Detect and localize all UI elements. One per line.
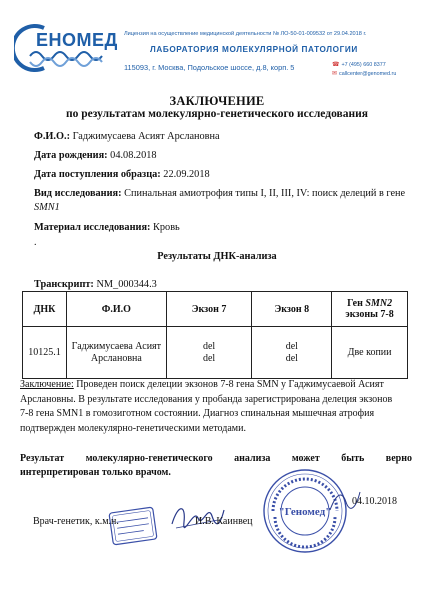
conclusion-label: Заключение: [20,379,74,390]
field-study-label: Вид исследования: [34,188,122,199]
logo-text: ЕНОМЕД [36,30,118,50]
field-material-label: Материал исследования: [34,222,151,233]
field-study-value: Спинальная амиотрофия типы I, II, III, IV: поиск делеций в гене [121,188,406,199]
results-table [22,291,408,379]
field-study-gene-value: SMN1 [34,202,60,213]
table-row [23,327,408,379]
field-dob-label: Дата рождения: [34,150,108,161]
seal-text: "Геномед" [278,506,332,518]
cell-gene: Две копии [332,327,408,379]
cell-fio-line2: Арслановна [90,352,142,364]
cell-exon8-allele1: del [285,340,298,352]
email-address: callcenter@genomed.ru [339,71,397,77]
address: 115093, г. Москва, Подольское шоссе, д.8, корп. 5 [124,63,295,72]
field-dob [34,150,157,161]
cell-dna: 10125.1 [23,327,67,379]
note-word: быть [341,453,365,464]
note-word: анализа [234,453,271,464]
cell-exon7 [166,327,252,379]
column-header-dna: ДНК [23,292,67,327]
phone-icon: ☎ [332,62,340,68]
note-line1 [20,452,412,466]
field-study [34,188,405,199]
note-word: молекулярно-генетического [85,453,213,464]
field-received-value: 22.09.2018 [160,169,210,180]
field-received [34,169,210,180]
signature-date: 04.10.2018 [352,496,397,507]
field-material [34,222,180,233]
column-header-exon8: Экзон 8 [252,292,332,327]
field-fio-label: Ф.И.О.: [34,131,71,142]
conclusion-line1 [20,378,412,393]
email-icon: ✉ [332,71,338,77]
transcript-value: NM_000344.3 [93,279,157,290]
column-header-gene [332,292,408,327]
doctor-label: Врач-генетик, к.м.н. [33,516,119,527]
document-subtitle: по результатам молекулярно-генетического исследования [66,108,368,120]
phone [332,61,386,68]
lab-name: ЛАБОРАТОРИЯ МОЛЕКУЛЯРНОЙ ПАТОЛОГИИ [150,45,358,54]
field-fio-value: Гаджимусаева Асият Арслановна [70,131,220,142]
note-word: Результат [20,453,65,464]
gene-name: SMN2 [365,298,393,309]
field-fio [34,131,220,142]
cell-exon7-allele1: del [202,340,216,352]
email [332,70,396,77]
field-material-value: Кровь [150,222,180,233]
cell-fio [66,327,166,379]
gene-suffix: экзоны 7-8 [345,309,394,320]
gene-prefix: Ген [347,298,366,309]
conclusion-line3: 7-8 гена SMN1 в гомозиготном состоянии. Диагноз спинальная мышечная атрофия [20,408,375,420]
document-title: ЗАКЛЮЧЕНИЕ [169,94,265,108]
note-word: верно [385,453,412,464]
cell-fio-line1: Гаджимусаева Асият [71,340,162,352]
phone-number: +7 (495) 660 8377 [341,62,386,68]
table-header-row [23,292,408,327]
conclusion-line1-text: Проведен поиск делеции экзонов 7-8 гена SMN у Гаджимусаевой Асият [73,379,384,390]
conclusion-line4: подтвержден молекулярно-генетическими методами. [20,422,246,434]
note-line2: интерпретирован только врачом. [20,467,171,478]
results-heading: Результаты ДНК-анализа [157,251,277,262]
transcript-label: Транскрипт: [34,279,94,290]
license-text: Лицензия на осуществление медицинской деятельности № ЛО-50-01-009532 от 29.04.2018 г. [124,31,367,37]
column-header-exon7: Экзон 7 [166,292,252,327]
note-word: может [291,453,320,464]
interpretation-note [20,452,412,480]
cell-exon7-allele2: del [202,352,216,364]
field-study-gene [34,202,60,213]
transcript [34,279,157,290]
doctor-name: И.В. Каинвец [195,516,253,527]
cell-exon8-allele2: del [285,352,298,364]
field-received-label: Дата поступления образца: [34,169,161,180]
conclusion-line2: Арслановны. В результате исследования у пробанда зарегистрирована делеция экзонов [20,393,393,405]
column-header-fio: Ф.И.О [66,292,166,327]
conclusion [20,378,412,436]
stray-dot: . [34,237,37,248]
field-dob-value: 04.08.2018 [107,150,157,161]
cell-exon8 [252,327,332,379]
